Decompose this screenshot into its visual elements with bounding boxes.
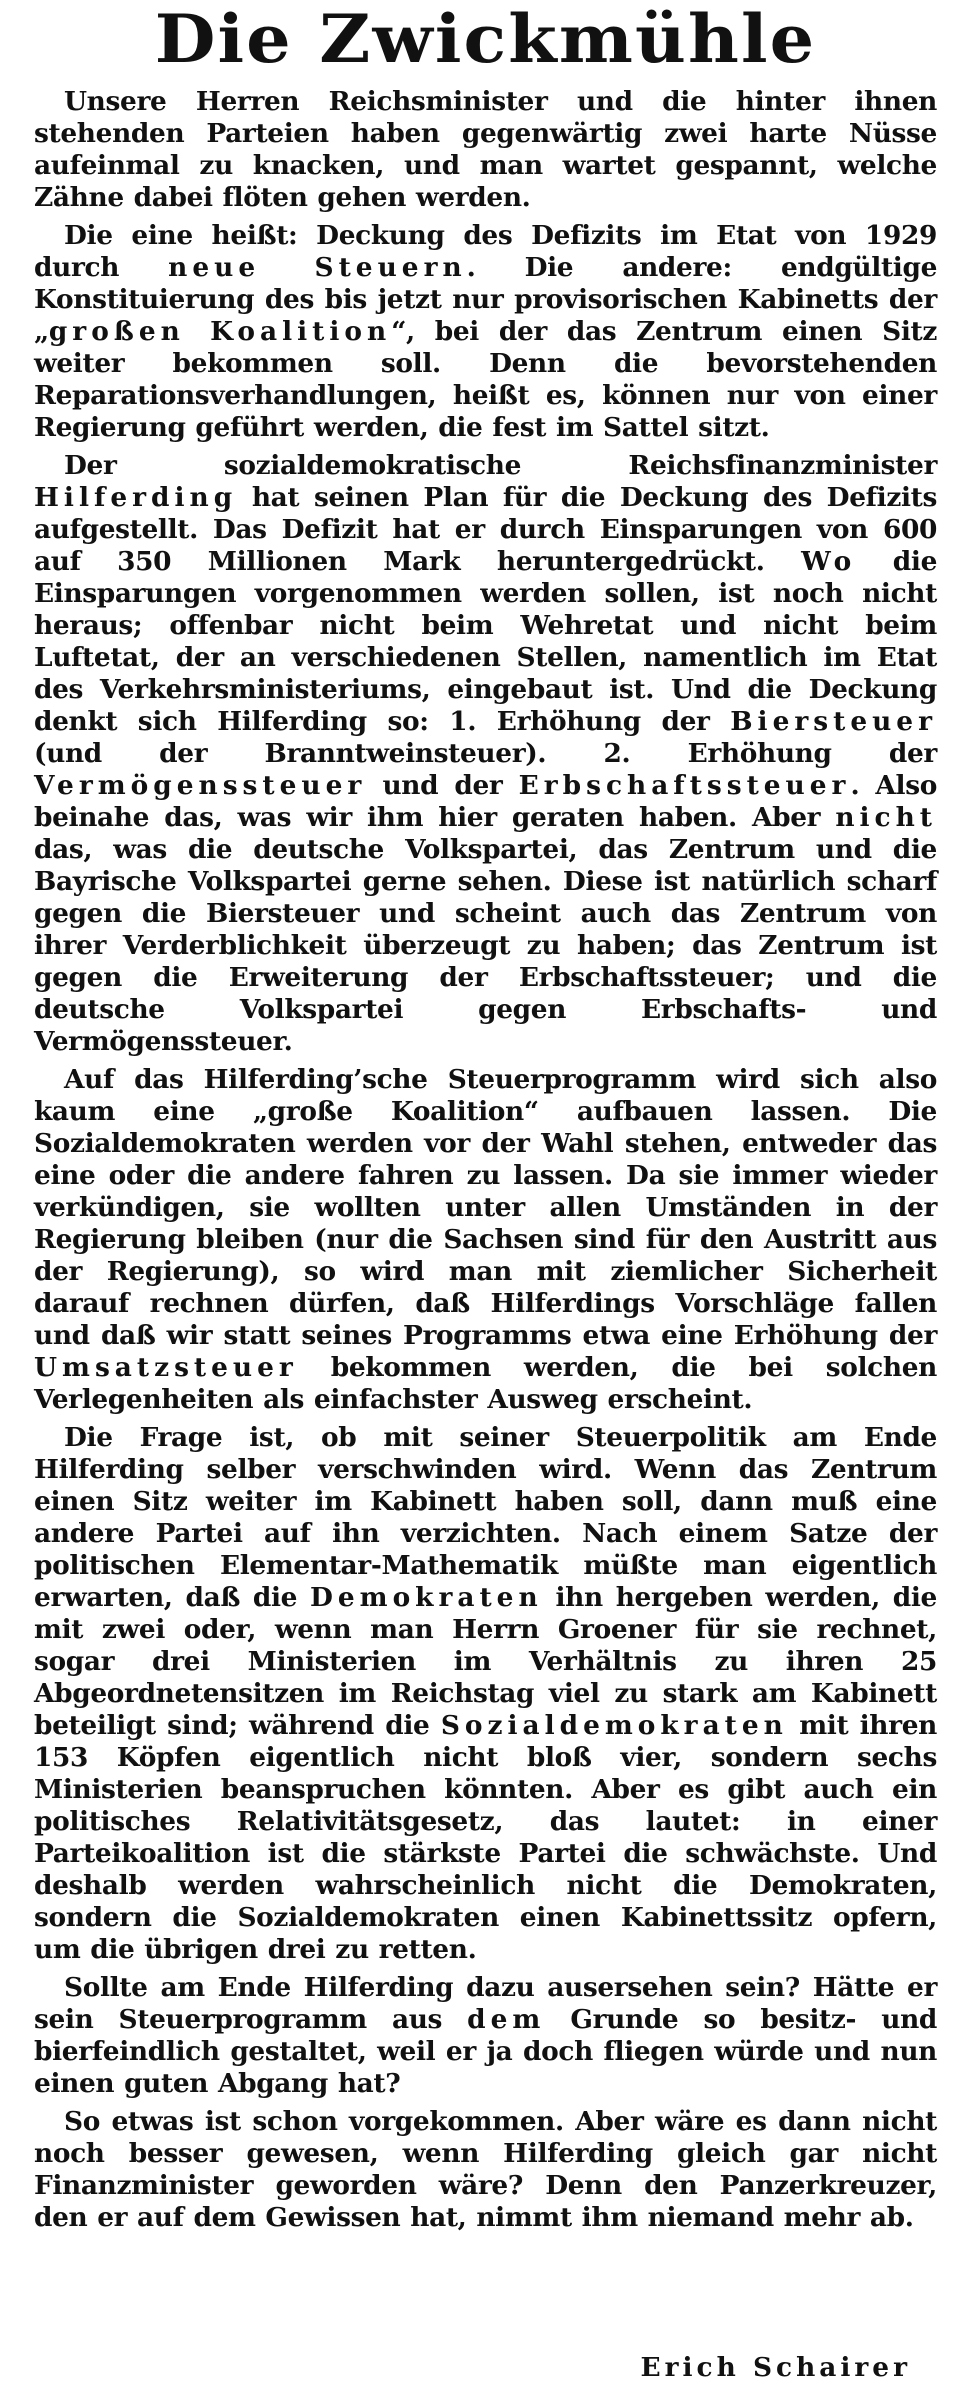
emphasized-text: neue Steuern (168, 252, 467, 283)
article-body (34, 86, 937, 2234)
emphasized-text: nicht (835, 802, 937, 833)
paragraph-text: Die Frage ist, ob mit seiner Steuerpolitik am Ende Hilferding selber verschwinden wird. Wenn das Zentrum einen Sitz weiter im Kabinett haben soll, dann muß eine andere Partei auf ihn verzichten. Nach einem Satze der politischen Elementar-Mathematik müßte man eigentlich erwarten, daß die (34, 1422, 937, 1613)
paragraph-text: “, bei der das Zentrum einen Sitz weiter bekommen soll. Denn die bevorstehenden Reparationsverhandlungen, heißt es, können nur von einer Regierung geführt werden, die fest im Sattel sitzt. (34, 316, 937, 443)
paragraph-text: Der sozialdemokratische Reichsfinanzminister (64, 450, 937, 481)
paragraph-text: hat seinen Plan für die Deckung des Defizits aufgestellt. Das Defizit hat er durch Einsparungen von 600 auf 350 Millionen Mark heruntergedrückt. (34, 482, 937, 577)
paragraph-text: . Also beinahe das, was wir ihm hier geraten haben. Aber (34, 770, 937, 833)
article-title: Die Zwickmühle (154, 0, 817, 78)
article-paragraph (34, 450, 937, 1058)
emphasized-text: großen Koalition (48, 316, 392, 347)
article-paragraph (34, 220, 937, 444)
emphasized-text: dem (467, 2004, 546, 2035)
emphasized-text: Demokraten (309, 1582, 543, 1613)
paragraph-text: und der (366, 770, 519, 801)
emphasized-text: Vermögenssteuer (34, 770, 367, 801)
paragraph-text: . Die andere: endgültige Konstituierung des bis jetzt nur provisorischen Kabinetts der „ (34, 252, 938, 347)
emphasized-text: Biersteuer (730, 706, 937, 737)
emphasized-text: Erbschaftssteuer (518, 770, 851, 801)
emphasized-text: Hilferding (34, 482, 238, 513)
article-paragraph (34, 2106, 937, 2234)
paragraph-text: Die eine heißt: Deckung des Defizits im Etat von 1929 durch (34, 220, 937, 283)
article-author: Erich Schairer (640, 2352, 911, 2383)
paragraph-text: Grunde so besitz- und bierfeindlich gestaltet, weil er ja doch fliegen würde und nun einen guten Abgang hat? (34, 2004, 938, 2099)
paragraph-text: Unsere Herren Reichsminister und die hinter ihnen stehenden Parteien haben gegenwärtig zwei harte Nüsse aufeinmal zu knacken, und man wartet gespannt, welche Zähne dabei flöten gehen werden. (34, 86, 937, 213)
paragraph-text: (und der Branntweinsteuer). 2. Erhöhung der (34, 738, 937, 769)
paragraph-text: So etwas ist schon vorgekommen. Aber wäre es dann nicht noch besser gewesen, wenn Hilferding gleich gar nicht Finanzminister geworden wäre? Denn den Panzerkreuzer, den er auf dem Gewissen hat, nimmt ihm niemand mehr ab. (34, 2106, 937, 2233)
paragraph-text: Auf das Hilferding’sche Steuerprogramm wird sich also kaum eine „große Koalition“ aufbauen lassen. Die Sozialdemokraten werden vor der Wahl stehen, entweder das eine oder die andere fahren zu lassen. Da sie immer wieder verkündigen, sie wollten unter allen Umständen in der Regierung bleiben (nur die Sachsen sind für den Austritt aus der Regierung), so wird man mit ziemlicher Sicherheit darauf rechnen dürfen, daß Hilferdings Vorschläge fallen und daß wir statt seines Programms etwa eine Erhöhung der (34, 1064, 937, 1351)
article-paragraph (34, 1064, 937, 1416)
emphasized-text: Umsatzsteuer (34, 1352, 298, 1383)
article-paragraph (34, 1972, 937, 2100)
emphasized-text: Sozialdemokraten (440, 1710, 788, 1741)
article-paragraph (34, 86, 937, 214)
paragraph-text: bekommen werden, die bei solchen Verlegenheiten als einfachster Ausweg erscheint. (34, 1352, 937, 1415)
paragraph-text: mit ihren 153 Köpfen eigentlich nicht bloß vier, sondern sechs Ministerien beanspruchen könnten. Aber es gibt auch ein politisches Relativitätsgesetz, das lautet: in einer Parteikoalition ist die stärkste Partei die schwächste. Und deshalb werden wahrscheinlich nicht die Demokraten, sondern die Sozialdemokraten einen Kabinettssitz opfern, um die übrigen drei zu retten. (34, 1710, 937, 1965)
article-paragraph (34, 1422, 937, 1966)
emphasized-text: Wo (801, 546, 857, 577)
paragraph-text: ihn hergeben werden, die mit zwei oder, wenn man Herrn Groener für sie rechnet, sogar drei Ministerien im Verhältnis zu ihren 25 Abgeordnetensitzen im Reichstag viel zu stark am Kabinett beteiligt sind; während die (34, 1582, 937, 1741)
paragraph-text: die Einsparungen vorgenommen werden sollen, ist noch nicht heraus; offenbar nicht beim Wehretat und nicht beim Luftetat, der an verschiedenen Stellen, namentlich im Etat des Verkehrsministeriums, eingebaut ist. Und die Deckung denkt sich Hilferding so: 1. Erhöhung der (34, 546, 938, 737)
paragraph-text: das, was die deutsche Volkspartei, das Zentrum und die Bayrische Volkspartei gerne sehen. Diese ist natürlich scharf gegen die Biersteuer und scheint auch das Zentrum von ihrer Verderblichkeit überzeugt zu haben; das Zentrum ist gegen die Erweiterung der Erbschaftssteuer; und die deutsche Volkspartei gegen Erbschafts- und Vermögenssteuer. (34, 834, 937, 1057)
paragraph-text: Sollte am Ende Hilferding dazu ausersehen sein? Hätte er sein Steuerprogramm aus (34, 1972, 937, 2035)
